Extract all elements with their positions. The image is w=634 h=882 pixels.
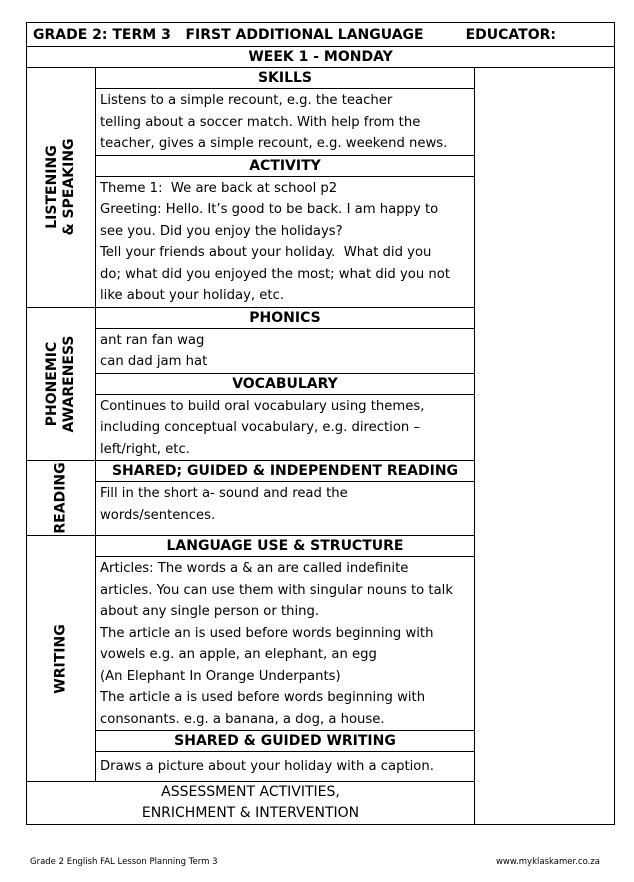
- reading-label-text: READING: [52, 462, 69, 534]
- activity-line: Greeting: Hello. It’s good to be back. I am happy to: [100, 202, 439, 217]
- language-use-line: articles. You can use them with singular nouns to talk: [100, 582, 453, 598]
- notes-column: [475, 68, 615, 825]
- skills-line: Listens to a simple recount, e.g. the teacher: [100, 93, 393, 108]
- writing-label-text: WRITING: [52, 623, 69, 694]
- shared-guided-writing-body: [96, 752, 475, 782]
- listening-speaking-label-cell: [27, 68, 96, 308]
- writing-label-cell: [27, 536, 96, 782]
- language-use-body: [96, 557, 475, 731]
- phonemic-awareness-label: [44, 335, 78, 432]
- language-use-line: Articles: The words a & an are called indefinite: [100, 561, 409, 576]
- activity-line: Theme 1: We are back at school p2: [100, 180, 338, 196]
- phonemic-awareness-label-cell: [27, 307, 96, 461]
- activity-line: Tell your friends about your holiday. What did you: [100, 245, 432, 260]
- vocabulary-line: left/right, etc.: [100, 441, 190, 457]
- phonics-line: can dad jam hat: [100, 354, 208, 369]
- vocabulary-line: including conceptual vocabulary, e.g. direction –: [100, 420, 421, 435]
- reading-title: SHARED; GUIDED & INDEPENDENT READING: [96, 461, 475, 482]
- listening-label-line2: & SPEAKING: [61, 138, 77, 236]
- lesson-plan-table: [26, 22, 615, 825]
- footer-website: www.myklaskamer.co.za: [495, 857, 600, 867]
- header-row: [27, 23, 615, 47]
- language-use-line: vowels e.g. an apple, an elephant, an egg: [100, 647, 377, 662]
- activity-body: [96, 176, 475, 307]
- listening-label-line1: LISTENING: [44, 145, 60, 229]
- reading-line: words/sentences.: [100, 507, 216, 523]
- language-use-line: The article a is used before words beginning with: [100, 690, 426, 705]
- reading-body: [96, 482, 475, 536]
- phonics-line: ant ran fan wag: [100, 332, 205, 348]
- language-use-line: consonants. e.g. a banana, a dog, a house.: [100, 711, 385, 727]
- educator-label: EDUCATOR:: [465, 26, 556, 43]
- vocabulary-body: [96, 394, 475, 461]
- assessment-line2: ENRICHMENT & INTERVENTION: [141, 805, 360, 821]
- week-title: WEEK 1 - MONDAY: [27, 47, 615, 68]
- skills-title: SKILLS: [96, 68, 475, 89]
- skills-line: telling about a soccer match. With help from the: [100, 114, 421, 130]
- reading-label-cell: [27, 461, 96, 536]
- phonics-title: PHONICS: [96, 307, 475, 328]
- activity-line: do; what did you enjoyed the most; what did you not: [100, 266, 450, 282]
- skills-body: [96, 89, 475, 156]
- skills-line: teacher, gives a simple recount, e.g. weekend news.: [100, 136, 448, 151]
- header-title: GRADE 2: TERM 3 FIRST ADDITIONAL LANGUAGE: [33, 26, 424, 43]
- language-use-line: about any single person or thing.: [100, 604, 320, 619]
- assessment-cell: [27, 782, 475, 825]
- reading-line: Fill in the short a- sound and read the: [100, 486, 348, 501]
- vocabulary-title: VOCABULARY: [96, 373, 475, 394]
- phonics-body: [96, 328, 475, 373]
- activity-line: see you. Did you enjoy the holidays?: [100, 223, 343, 239]
- language-use-line: (An Elephant In Orange Underpants): [100, 668, 341, 684]
- vocabulary-line: Continues to build oral vocabulary using themes,: [100, 398, 425, 414]
- activity-line: like about your holiday, etc.: [100, 288, 285, 303]
- assessment-line1: ASSESSMENT ACTIVITIES,: [161, 784, 340, 800]
- listening-speaking-label: [44, 139, 78, 236]
- phonemic-label-line2: AWARENESS: [61, 335, 77, 433]
- footer-left-text: Grade 2 English FAL Lesson Planning Term 3: [30, 857, 218, 867]
- language-use-line: The article an is used before words beginning with: [100, 625, 434, 641]
- writing-label: [53, 624, 70, 693]
- phonemic-label-line1: PHONEMIC: [44, 341, 60, 427]
- shared-guided-writing-line: Draws a picture about your holiday with a caption.: [100, 759, 434, 775]
- language-use-title: LANGUAGE USE & STRUCTURE: [96, 536, 475, 557]
- shared-guided-writing-title: SHARED & GUIDED WRITING: [96, 731, 475, 752]
- reading-label: [53, 462, 70, 533]
- activity-title: ACTIVITY: [96, 155, 475, 176]
